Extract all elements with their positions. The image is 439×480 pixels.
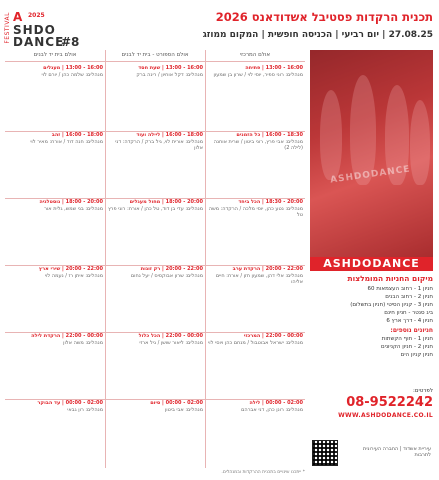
dancers-photo bbox=[310, 50, 433, 257]
column-header-hall: אולם בית יד לבנים bbox=[5, 50, 105, 62]
slot-time: 22:00 - 20:00 | רק זוגות bbox=[140, 266, 203, 272]
parking-item: חניון 3 - קניון הסיטי (חניון בתשלום) bbox=[350, 302, 433, 308]
slot-time: 18:00 - 16:00 | זהב bbox=[51, 132, 103, 138]
slot-description: מנהלים: שרון אבוקסיס / יעל נחום bbox=[130, 272, 203, 279]
schedule-slot bbox=[5, 198, 105, 265]
parking-item: חניון קניון הים bbox=[400, 352, 433, 358]
slot-description: מנהלים: עדי בן דוד, טל כהן / אורח: רוני פרץ bbox=[107, 205, 203, 212]
schedule-slot bbox=[205, 332, 305, 399]
parking-item: חניון 2 - רחוב הבנים bbox=[385, 294, 433, 300]
parking-locations bbox=[312, 274, 433, 359]
logo-line-3: DANCE bbox=[13, 35, 65, 49]
logo-line-1: A bbox=[13, 10, 24, 24]
row-divider bbox=[5, 399, 305, 400]
slot-time: 18:00 - 16:00 | ליילה ועוד bbox=[136, 132, 203, 138]
slot-description: מנהלים: אלי דהן, שמעון חזן / אורח: חיים אליהו bbox=[215, 272, 303, 285]
parking-item: חניון 4 - דרך ארץ 6 bbox=[386, 318, 433, 324]
schedule-grid bbox=[5, 50, 305, 468]
slot-time: 02:00 - 00:00 | סיום bbox=[150, 400, 203, 406]
slot-description: מנהלים: משה אלון bbox=[63, 339, 103, 346]
slot-description: מנהלים: נטע כהן, יוסי מלכה / הרקדה: משה טל bbox=[208, 205, 303, 218]
slot-description: מנהלים: אבי פרץ, רוני ביטון / שרית אוחנה (לילה 2) bbox=[213, 138, 303, 151]
parking-more-list bbox=[312, 335, 433, 359]
schedule-slot bbox=[205, 399, 305, 466]
logo-year: 2025 bbox=[28, 12, 45, 19]
qr-code-icon[interactable] bbox=[312, 440, 338, 466]
schedule-slot bbox=[205, 64, 305, 131]
slot-description: מנהלים: רונן כהן, דני אברהם bbox=[241, 406, 303, 413]
schedule-slot bbox=[205, 198, 305, 265]
brand-bar: ASHDODANCE bbox=[310, 257, 433, 271]
slot-time: 16:00 - 13:00 | שעת חסד bbox=[138, 65, 203, 71]
logo-festival-text: FESTIVAL bbox=[4, 12, 11, 44]
schedule-slot bbox=[105, 131, 205, 198]
slot-description: מנהלים: אבי ביטון bbox=[164, 406, 203, 413]
slot-time: 16:00 - 13:00 | פתיחה bbox=[245, 65, 303, 71]
photo-watermark: ASHDODANCE bbox=[329, 164, 412, 186]
parking-item: חניון 1 - רחוב העצמאות 60 bbox=[367, 286, 433, 292]
schedule-slot bbox=[5, 265, 105, 332]
slot-description: מנהלים: אורית לוי, גיל ברק / הרקדה: דני אלון bbox=[115, 138, 203, 151]
slot-time: 02:00 - 00:00 | לילה bbox=[249, 400, 303, 406]
column-header-main: אולם המרכזי bbox=[205, 50, 305, 62]
schedule-slot bbox=[105, 265, 205, 332]
row-divider bbox=[5, 332, 305, 333]
slot-time: 22:00 - 20:00 | שירי ארץ bbox=[38, 266, 103, 272]
parking-list bbox=[312, 285, 433, 325]
sponsor-text: עיריית אשדוד | החברה העירונית לתרבות bbox=[363, 446, 431, 458]
row-divider bbox=[5, 198, 305, 199]
schedule-slot bbox=[5, 332, 105, 399]
schedule-slot bbox=[5, 399, 105, 466]
schedule-slot bbox=[205, 131, 305, 198]
slot-description: מנהלים: ליאור שושן / גיל ארזי bbox=[139, 339, 203, 346]
footnote: * ייתכנו שינויים בתכנית ההרקדות ובמנהלים. bbox=[221, 470, 305, 475]
website-link[interactable]: WWW.ASHDODANCE.CO.IL bbox=[338, 412, 433, 419]
schedule-slot bbox=[5, 64, 105, 131]
slot-time: 22:00 - 20:00 | הרקדת ערב bbox=[232, 266, 303, 272]
slot-description: מנהלים: איתן רז / נעמה לוי bbox=[44, 272, 103, 279]
schedule-slot bbox=[105, 198, 205, 265]
slot-description: מנהלים: בני שמש, גלית אור bbox=[44, 205, 103, 212]
contact-phone[interactable]: 08-9522242 bbox=[346, 395, 433, 410]
parking-item: ביג סנטר - חניון חינם bbox=[384, 310, 433, 316]
parking-title: מיקום החניות המומלצות bbox=[347, 274, 433, 283]
slot-time: 20:00 - 18:00 | נוסטלגיה bbox=[39, 199, 103, 205]
slot-time: 02:00 - 00:00 | עד הבוקר bbox=[37, 400, 103, 406]
row-divider bbox=[5, 265, 305, 266]
slot-time: 00:00 - 22:00 | המרכזי bbox=[243, 333, 303, 339]
slot-time: 16:00 - 13:00 | מעגלים bbox=[43, 65, 103, 71]
logo-edition: #8 bbox=[61, 35, 80, 49]
row-divider bbox=[5, 131, 305, 132]
slot-description: מנהלים: רוני ספיר, יוסי לוי / שרון בן שמעון bbox=[213, 71, 303, 78]
contact-label: לפרטים: bbox=[413, 388, 433, 394]
parking-item: חניון 2 - חניון הקניונים bbox=[380, 344, 433, 350]
contact-info bbox=[312, 388, 433, 419]
parking-item: חניון 1 - חוף הקשתות bbox=[381, 336, 433, 342]
slot-time: 00:00 - 22:00 | הכל כלול bbox=[138, 333, 203, 339]
slot-time: 20:00 - 18:30 | הכל ביחד bbox=[238, 199, 303, 205]
slot-description: מנהלים: רון גבאי bbox=[67, 406, 103, 413]
photo-overlay bbox=[310, 50, 433, 257]
slot-description: מנהלים: דקל אוחיון / רינה ברק bbox=[136, 71, 203, 78]
schedule-slot bbox=[105, 64, 205, 131]
schedule-slot bbox=[105, 332, 205, 399]
column-header-sports: אולם הספורט - בית יד לבנים bbox=[105, 50, 205, 62]
slot-description: מנהלים: ישראל אבוטבול / מנחם כהן ויוסי לוי bbox=[208, 339, 303, 346]
page-subtitle: 27.08.25 | יום רביעי | הכניסה חופשית | המקום ממוזג bbox=[202, 30, 433, 40]
logo-line-2: SHDO bbox=[13, 23, 56, 37]
schedule-slot bbox=[5, 131, 105, 198]
slot-description: מנהלים: שלמה כהן / יורם לוי bbox=[41, 71, 103, 78]
schedule-slot bbox=[205, 265, 305, 332]
slot-description: מנהלים: חנה דוד / אורח: מאיר לוי bbox=[30, 138, 103, 145]
page-title: תכנית הרקדות פסטיבל אשדודאנס 2026 bbox=[215, 10, 433, 24]
schedule-slot bbox=[105, 399, 205, 466]
festival-logo bbox=[4, 10, 94, 52]
slot-time: 20:00 - 18:00 | מחול מעגלים bbox=[129, 199, 203, 205]
slot-time: 00:00 - 22:00 | הרקדת לילה bbox=[31, 333, 103, 339]
parking-more-title: חניונים נוספים: bbox=[390, 327, 433, 334]
slot-time: 18:30 - 16:00 | כל הזמנים bbox=[236, 132, 303, 138]
